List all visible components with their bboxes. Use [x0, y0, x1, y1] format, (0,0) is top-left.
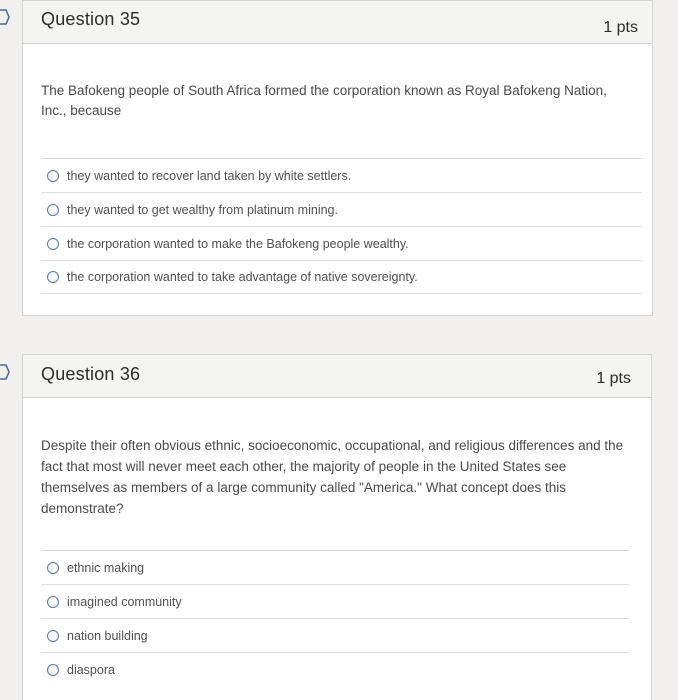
answer-option[interactable]	[41, 192, 642, 226]
answer-label[interactable]: the corporation wanted to make the Bafokeng people wealthy.	[67, 236, 409, 251]
question-36-answers	[41, 550, 629, 686]
radio-button[interactable]	[47, 630, 59, 642]
answer-option[interactable]	[41, 260, 642, 294]
radio-button[interactable]	[47, 271, 59, 283]
radio-button[interactable]	[47, 204, 59, 216]
question-35-title: Question 35	[41, 9, 141, 29]
answer-label[interactable]: nation building	[67, 628, 148, 643]
answer-option[interactable]	[41, 226, 642, 260]
answer-label[interactable]: they wanted to recover land taken by white settlers.	[67, 168, 352, 183]
question-36-text: Despite their often obvious ethnic, socioeconomic, occupational, and religious differences and the fact that most will never meet each other, the majority of people in the United States see themselves as members of a large community called "America." What concept does this demonstrate?	[41, 438, 624, 516]
question-36-points: 1 pts	[596, 370, 631, 387]
question-35-points: 1 pts	[603, 19, 638, 36]
radio-button[interactable]	[47, 238, 59, 250]
question-35-text: The Bafokeng people of South Africa formed the corporation known as Royal Bafokeng Nation, Inc., because	[41, 83, 607, 118]
answer-option[interactable]	[41, 652, 629, 686]
question-flag-icon[interactable]	[0, 9, 10, 25]
radio-button[interactable]	[47, 596, 59, 608]
answer-label[interactable]: diaspora	[67, 662, 115, 677]
question-35-header	[23, 1, 652, 44]
answer-option[interactable]	[41, 584, 629, 618]
radio-button[interactable]	[47, 664, 59, 676]
question-36-header	[23, 355, 651, 398]
question-flag-icon[interactable]	[0, 364, 10, 380]
question-35-answers	[41, 158, 642, 294]
answer-label[interactable]: the corporation wanted to take advantage of native sovereignty.	[67, 270, 418, 284]
radio-button[interactable]	[47, 562, 59, 574]
question-36-card	[22, 354, 652, 700]
question-35-card	[22, 0, 653, 316]
answer-label[interactable]: imagined community	[67, 594, 182, 609]
question-36-title: Question 36	[41, 364, 141, 384]
answer-label[interactable]: ethnic making	[67, 560, 145, 575]
radio-button[interactable]	[47, 170, 59, 182]
answer-option[interactable]	[41, 550, 629, 584]
answer-option[interactable]	[41, 618, 629, 652]
answer-label[interactable]: they wanted to get wealthy from platinum mining.	[67, 202, 338, 217]
answer-option[interactable]	[41, 158, 642, 192]
